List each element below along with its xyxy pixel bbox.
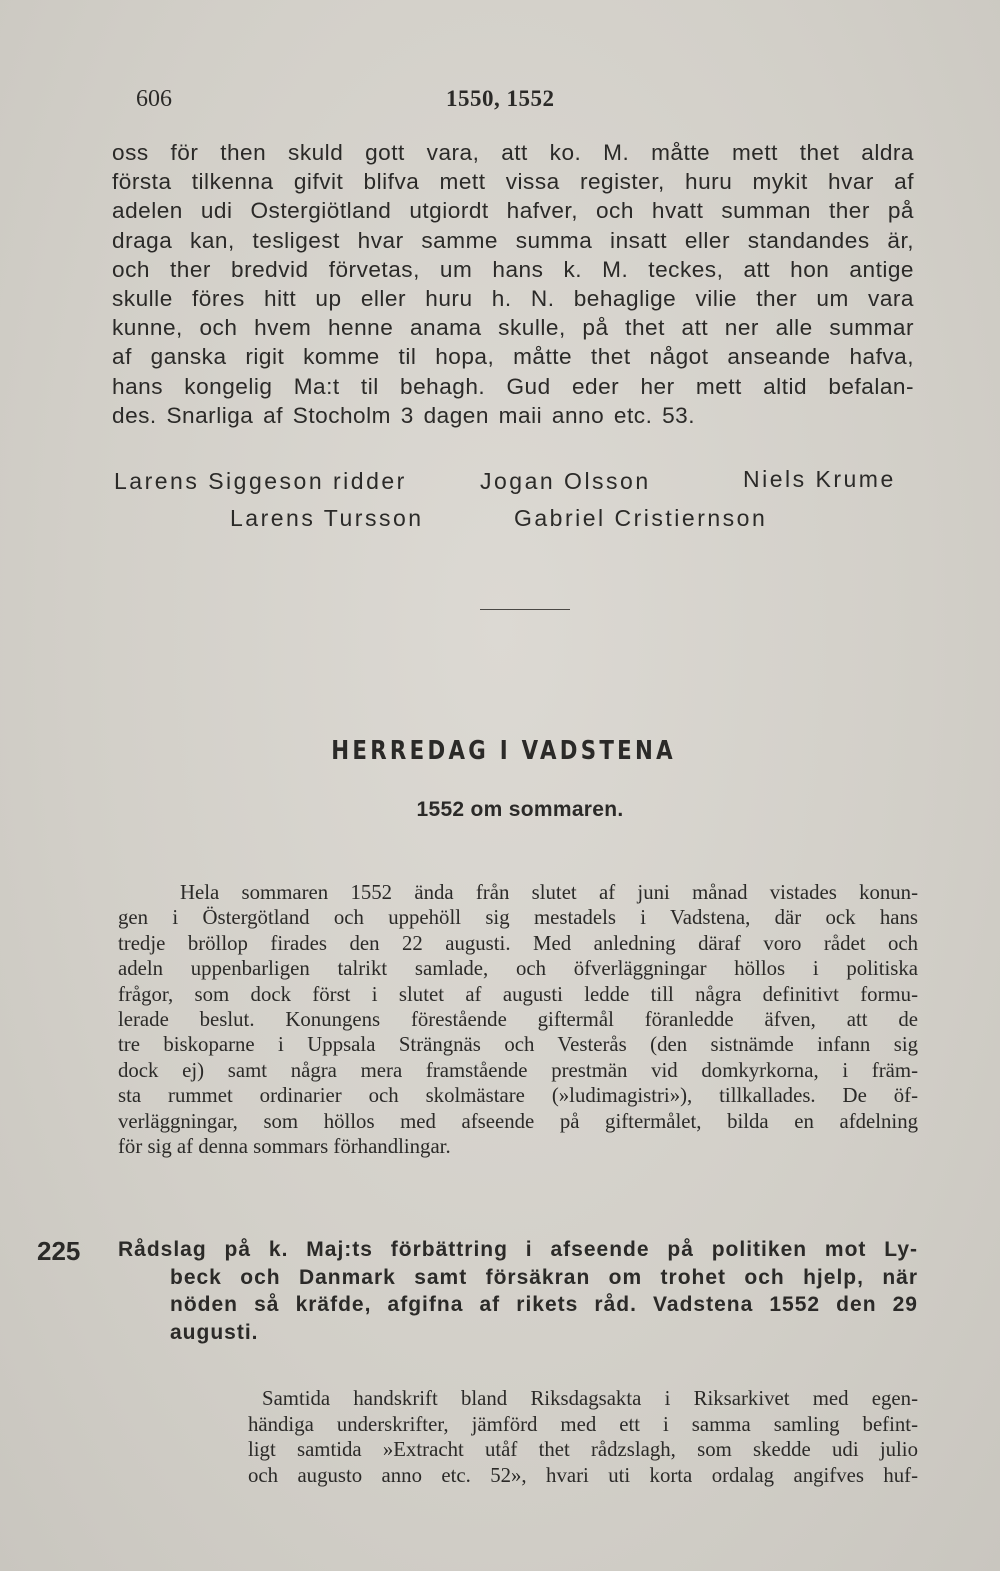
section-divider [480, 609, 570, 610]
letter-line: första tilkenna gifvit blifva mett vissa register, huru mykit hvar af [112, 169, 914, 195]
intro-line: dock ej) samt några mera framstående prestmän vid domkyrkorna, i främ- [118, 1058, 918, 1082]
signature: Niels Krume [743, 466, 896, 492]
letter-line: skulle föres hitt up eller huru h. N. behaglige vilie ther um vara [112, 286, 914, 312]
page-number: 606 [136, 86, 172, 112]
letter-line: af ganska rigit komme til hopa, måtte thet något anseande hafva, [112, 344, 914, 370]
source-line: ligt samtida »Extracht utåf thet rådzslagh, som skedde udi julio [248, 1438, 918, 1462]
signature: Jogan Olsson [480, 468, 651, 494]
running-title: 1550, 1552 [446, 86, 555, 111]
letter-line: des. Snarliga af Stocholm 3 dagen maii anno etc. 53. [112, 402, 696, 428]
section-subheading: 1552 om sommaren. [416, 798, 624, 821]
letter-line: adelen udi Ostergiötland utgiordt hafver, och hvatt summan ther på [112, 198, 914, 224]
source-line: Samtida handskrift bland Riksdagsakta i Riksarkivet med egen- [262, 1387, 918, 1410]
intro-line: gen i Östergötland och uppehöll sig mestadels i Vadstena, där ock hans [118, 906, 918, 930]
letter-line: och ther bredvid förvetas, um hans k. M. teckes, att hon antige [112, 256, 914, 282]
section-heading: HERREDAG I VADSTENA [331, 736, 676, 766]
signature: Gabriel Cristiernson [514, 505, 768, 531]
letter-line: kunne, och hvem henne anama skulle, på thet att ner alle summar [112, 315, 914, 341]
intro-line: för sig af denna sommars förhandlingar. [118, 1135, 451, 1159]
intro-line: tredje bröllop firades den 22 augusti. Med anledning däraf voro rådet och [118, 931, 918, 955]
page-header [0, 86, 1000, 116]
intro-line: adeln uppenbarligen talrikt samlade, och öfverläggningar höllos i politiska [118, 957, 918, 981]
letter-line: hans kongelig Ma:t til behagh. Gud eder her mett altid befalan- [112, 373, 914, 399]
intro-line: lerade beslut. Konungens förestående giftermål föranledde äfven, att de [118, 1008, 918, 1032]
intro-line: verläggningar, som höllos med afseende på giftermålet, bilda en afdelning [118, 1109, 918, 1133]
letter-text [112, 138, 914, 430]
intro-line: tre biskoparne i Uppsala Strängnäs och Vesterås (den sistnämde infann sig [118, 1033, 918, 1057]
intro-paragraph [118, 880, 918, 1159]
document-title-line: nöden så kräfde, afgifna af rikets råd. Vadstena 1552 den 29 [170, 1293, 918, 1317]
document-title-line: beck och Danmark samt försäkran om trohet och hjelp, när [170, 1265, 918, 1289]
intro-line: sta rummet ordinarier och skolmästare (»ludimagistri»), tillkallades. De öf- [118, 1084, 918, 1108]
source-line: och augusto anno etc. 52», hvari uti korta ordalag angifves huf- [248, 1463, 918, 1487]
document-title-line: Rådslag på k. Maj:ts förbättring i afseende på politiken mot Ly- [118, 1238, 918, 1261]
document-number: 225 [37, 1236, 81, 1266]
signature: Larens Siggeson ridder [114, 468, 407, 494]
signature: Larens Tursson [230, 505, 424, 531]
intro-line: Hela sommaren 1552 ända från slutet af juni månad vistades konun- [180, 881, 918, 904]
source-line: händiga underskrifter, jämförd med ett i samma samling befint- [248, 1412, 918, 1436]
source-note [248, 1386, 918, 1488]
document-title [118, 1236, 918, 1346]
document-title-line: augusti. [170, 1320, 259, 1344]
intro-line: frågor, som dock först i slutet af augusti ledde till några definitivt formu- [118, 982, 918, 1006]
letter-line: oss för then skuld gott vara, att ko. M. måtte mett thet aldra [112, 140, 914, 165]
letter-line: draga kan, tesligest hvar samme summa insatt eller standandes är, [112, 227, 914, 253]
